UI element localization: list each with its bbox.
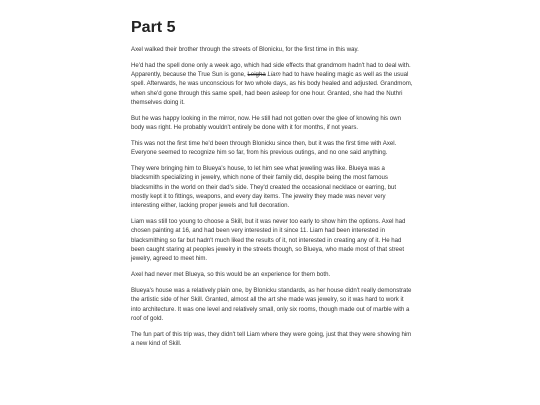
paragraph-2	[131, 61, 413, 108]
struck-name: Leigha	[247, 71, 266, 79]
paragraph-2-text-after: had to have healing magic as well as the usual spell. Afterwards, he was unconscious for two whole days, as his body healed and adjusted. Grandmom, when she'd gone through this same spell, had been asleep for one hour. Granted, she had the Nuthri themselves doing it.	[131, 71, 413, 107]
paragraph-2-text-before: He'd had the spell done only a week ago, which had side effects that grandmom hadn't had to deal with. Apparently, because the True Sun is gone,	[131, 61, 411, 79]
paragraph-9: The fun part of this trip was, they didn't tell Liam where they were going, just that they were showing him a new kind of Skill.	[131, 330, 412, 348]
italic-name: Liam	[267, 71, 281, 79]
paragraph-6: Liam was still too young to choose a Skill, but it was never too early to show him the options. Axel had chosen painting at 16, and had been very interested in it since 11. Liam had been interested in blacksmithing so far but hadn't much liked the results of it, not interested in creating any of it. He had been caught staring at peoples jewelry in the streets though, so Blueya, who made most of that street jewelry, agreed to meet him.	[131, 218, 406, 263]
paragraph-1: Axel walked their brother through the streets of Blonicku, for the first time in this way.	[131, 46, 359, 53]
paragraph-7: Axel had never met Blueya, so this would be an experience for them both.	[131, 271, 331, 279]
document-page	[131, 18, 413, 355]
chapter-title: Part 5	[131, 19, 176, 36]
paragraph-5: They were bringing him to Blueya's house, to let him see what jeweling was like. Blueya was a blacksmith specializing in jewelry, which none of their family did, despite being the most famous blacksmiths in the world on their dad's side. They'd created the occasional necklace or earring, but mostly kept it to fittings, weapons, and every day items. The jewelry they made was never very interesting either, lacking proper jewels and full decoration.	[131, 165, 397, 210]
paragraph-4: This was not the first time he'd been through Blonicku since then, but it was the first time with Axel. Everyone seemed to recognize him so far, from his previous outings, and no one said anything.	[131, 139, 397, 157]
paragraph-8: Blueya's house was a relatively plain one, by Blonicku standards, as her house didn't really demonstrate the artistic side of her Skill. Granted, almost all the art she made was jewelry, so it was hard to work it into architecture. It was one level and relatively small, only six rooms, though made out of marble with a roof of gold.	[131, 286, 412, 322]
paragraph-3: But he was happy looking in the mirror, now. He still had not gotten over the glee of knowing his own body was right. He probably wouldn't entirely be done with it for months, if not years.	[131, 114, 401, 132]
